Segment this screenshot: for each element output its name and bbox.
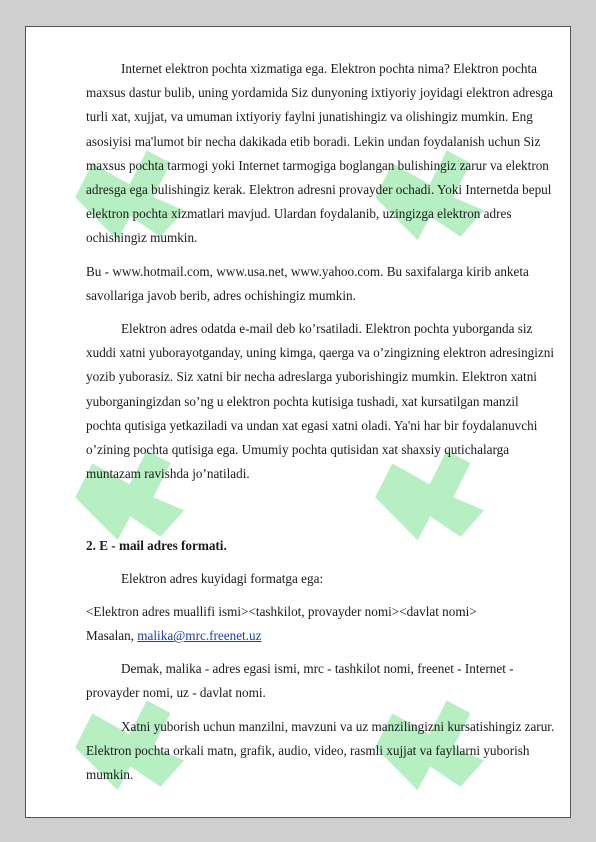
paragraph-example (86, 624, 556, 648)
paragraph-explanation: Demak, malika - adres egasi ismi, mrc - tashkilot nomi, freenet - Internet - provayder nomi, uz - davlat nomi. (86, 661, 514, 701)
paragraph-sending: Xatni yuborish uchun manzilni, mavzuni va uz manzilingizni kursatishingiz zarur. Elektron pochta orkali matn, grafik, audio, video, rasmli xujjat va fayllarni yuborish mumkin. (86, 718, 555, 783)
document-body (86, 57, 556, 796)
email-link[interactable]: malika@mrc.freenet.uz (137, 628, 262, 644)
paragraph-format-intro: Elektron adres kuyidagi formatga ega: (121, 570, 324, 586)
section-heading: 2. E - mail adres formati. (86, 538, 227, 554)
paragraph-intro: Internet elektron pochta xizmatiga ega. Elektron pochta nima? Elektron pochta maxsus dastur bulib, uning yordamida Siz dunyoning ixtiyoriy joyidagi elektron adresga turli xat, xujjat, va umuman ixtiyoriy faylni junatishingiz va olishingiz mumkin. Eng asosiyisi ma'lumot bir necha dakikada etib boradi. Lekin undan foydalanish uchun Siz maxsus pochta tarmogi yoki Internet tarmogiga boglangan bulishingiz zarur va elektron adresga ega bulishingiz kerak. Elektron adresni provayder ochadi. Yoki Internetda bepul elektron pochta xizmatlari mavjud. Ulardan foydalanib, uzingizga elektron adres ochishingiz mumkin. (86, 61, 553, 246)
document-page (25, 26, 571, 818)
paragraph-email-address: Elektron adres odatda e-mail deb ko’rsatiladi. Elektron pochta yuborganda siz xuddi xatni yuborayotganday, uning kimga, qaerga va o’zingizning elektron adresingizni yozib yuborasiz. Siz xatni bir necha adreslarga yuborishingiz mumkin. Elektron xatni yuborganingizdan so’ng u elektron pochta kutisiga tushadi, xat kursatilgan manzil pochta qutisiga yetkaziladi va undan xat egasi xatni oladi. Ya'ni har bir foydalanuvchi o’zining pochta qutisiga ega. Umumiy pochta qutisidan xat shaxsiy qutichalarga muntazam ravishda jo’natiladi. (86, 321, 555, 482)
paragraph-format: <Elektron adres muallifi ismi><tashkilot, provayder nomi><davlat nomi> (86, 603, 477, 619)
example-prefix: Masalan, (86, 628, 138, 644)
paragraph-sites: Bu - www.hotmail.com, www.usa.net, www.yahoo.com. Bu saxifalarga kirib anketa savollariga javob berib, adres ochishingiz mumkin. (86, 263, 529, 303)
